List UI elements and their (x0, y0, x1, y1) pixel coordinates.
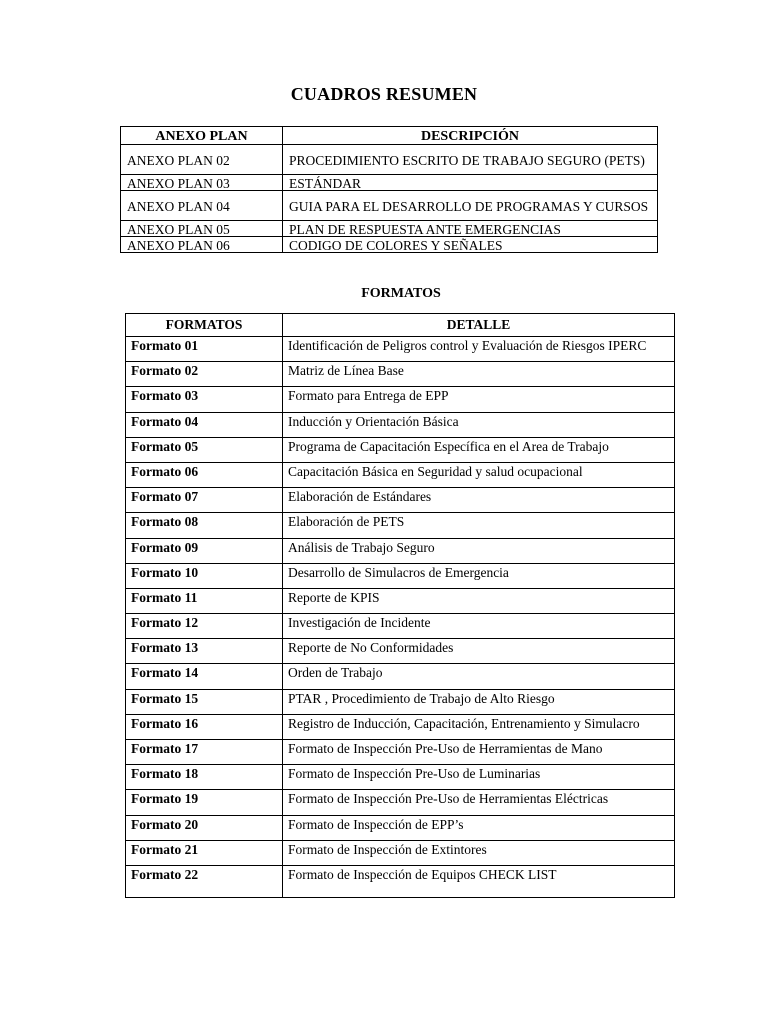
detalle-cell: Orden de Trabajo (283, 664, 675, 689)
formato-cell: Formato 12 (126, 614, 283, 639)
detalle-cell: Identificación de Peligros control y Evaluación de Riesgos IPERC (283, 337, 675, 362)
formato-cell: Formato 15 (126, 689, 283, 714)
table-row (126, 840, 675, 865)
table-row (126, 387, 675, 412)
formato-cell: Formato 05 (126, 437, 283, 462)
formato-cell: Formato 01 (126, 337, 283, 362)
table-row (121, 237, 658, 253)
anexo-plan-cell: ANEXO PLAN 03 (121, 175, 283, 191)
table-row (126, 337, 675, 362)
table-row (126, 790, 675, 815)
detalle-cell: Formato de Inspección de EPP’s (283, 815, 675, 840)
formato-cell: Formato 21 (126, 840, 283, 865)
formato-cell: Formato 04 (126, 412, 283, 437)
formato-cell: Formato 18 (126, 765, 283, 790)
table-row (126, 865, 675, 897)
detalle-cell: Registro de Inducción, Capacitación, Entrenamiento y Simulacro (283, 714, 675, 739)
detalle-cell: Programa de Capacitación Específica en el Area de Trabajo (283, 437, 675, 462)
detalle-cell: Desarrollo de Simulacros de Emergencia (283, 563, 675, 588)
formato-cell: Formato 13 (126, 639, 283, 664)
detalle-cell: Elaboración de Estándares (283, 488, 675, 513)
detalle-cell: Formato de Inspección Pre-Uso de Herramientas de Mano (283, 740, 675, 765)
column-header-descripcion: DESCRIPCIÓN (283, 127, 658, 145)
formato-cell: Formato 07 (126, 488, 283, 513)
column-header-formatos: FORMATOS (126, 314, 283, 337)
descripcion-cell: CODIGO DE COLORES Y SEÑALES (283, 237, 658, 253)
table-row (126, 639, 675, 664)
column-header-anexo-plan: ANEXO PLAN (121, 127, 283, 145)
table-row (121, 191, 658, 221)
table-header-row (126, 314, 675, 337)
table-row (121, 221, 658, 237)
formatos-table (125, 313, 675, 898)
detalle-cell: Análisis de Trabajo Seguro (283, 538, 675, 563)
formato-cell: Formato 10 (126, 563, 283, 588)
table-row (126, 538, 675, 563)
detalle-cell: Formato para Entrega de EPP (283, 387, 675, 412)
table-header-row (121, 127, 658, 145)
table-row (126, 765, 675, 790)
anexo-plan-cell: ANEXO PLAN 02 (121, 145, 283, 175)
formato-cell: Formato 09 (126, 538, 283, 563)
formato-cell: Formato 06 (126, 462, 283, 487)
anexos-table (120, 126, 658, 253)
descripcion-cell: ESTÁNDAR (283, 175, 658, 191)
table-row (126, 588, 675, 613)
detalle-cell: Capacitación Básica en Seguridad y salud ocupacional (283, 462, 675, 487)
table-row (121, 175, 658, 191)
formato-cell: Formato 22 (126, 865, 283, 897)
detalle-cell: Formato de Inspección Pre-Uso de Luminarias (283, 765, 675, 790)
detalle-cell: Matriz de Línea Base (283, 362, 675, 387)
descripcion-cell: PLAN DE RESPUESTA ANTE EMERGENCIAS (283, 221, 658, 237)
table-row (126, 437, 675, 462)
descripcion-cell: PROCEDIMIENTO ESCRITO DE TRABAJO SEGURO (PETS) (283, 145, 658, 175)
table-row (126, 563, 675, 588)
anexo-plan-cell: ANEXO PLAN 04 (121, 191, 283, 221)
table-row (126, 362, 675, 387)
formato-cell: Formato 17 (126, 740, 283, 765)
formato-cell: Formato 16 (126, 714, 283, 739)
detalle-cell: Elaboración de PETS (283, 513, 675, 538)
table-row (126, 488, 675, 513)
column-header-detalle: DETALLE (283, 314, 675, 337)
table-row (126, 740, 675, 765)
formato-cell: Formato 19 (126, 790, 283, 815)
detalle-cell: Investigación de Incidente (283, 614, 675, 639)
table-row (126, 815, 675, 840)
formato-cell: Formato 03 (126, 387, 283, 412)
table-row (126, 714, 675, 739)
table-row (126, 664, 675, 689)
anexo-plan-cell: ANEXO PLAN 06 (121, 237, 283, 253)
detalle-cell: Reporte de No Conformidades (283, 639, 675, 664)
table-row (126, 462, 675, 487)
detalle-cell: PTAR , Procedimiento de Trabajo de Alto Riesgo (283, 689, 675, 714)
detalle-cell: Reporte de KPIS (283, 588, 675, 613)
formato-cell: Formato 11 (126, 588, 283, 613)
detalle-cell: Formato de Inspección de Equipos CHECK LIST (283, 865, 675, 897)
table-row (126, 614, 675, 639)
table-row (121, 145, 658, 175)
table-row (126, 689, 675, 714)
detalle-cell: Formato de Inspección Pre-Uso de Herramientas Eléctricas (283, 790, 675, 815)
formato-cell: Formato 20 (126, 815, 283, 840)
page-title: CUADROS RESUMEN (290, 84, 478, 104)
formato-cell: Formato 02 (126, 362, 283, 387)
formato-cell: Formato 14 (126, 664, 283, 689)
anexo-plan-cell: ANEXO PLAN 05 (121, 221, 283, 237)
formatos-subtitle: FORMATOS (361, 286, 441, 301)
descripcion-cell: GUIA PARA EL DESARROLLO DE PROGRAMAS Y CURSOS (283, 191, 658, 221)
formato-cell: Formato 08 (126, 513, 283, 538)
table-row (126, 412, 675, 437)
formatos-body (126, 337, 675, 898)
detalle-cell: Formato de Inspección de Extintores (283, 840, 675, 865)
table-row (126, 513, 675, 538)
detalle-cell: Inducción y Orientación Básica (283, 412, 675, 437)
